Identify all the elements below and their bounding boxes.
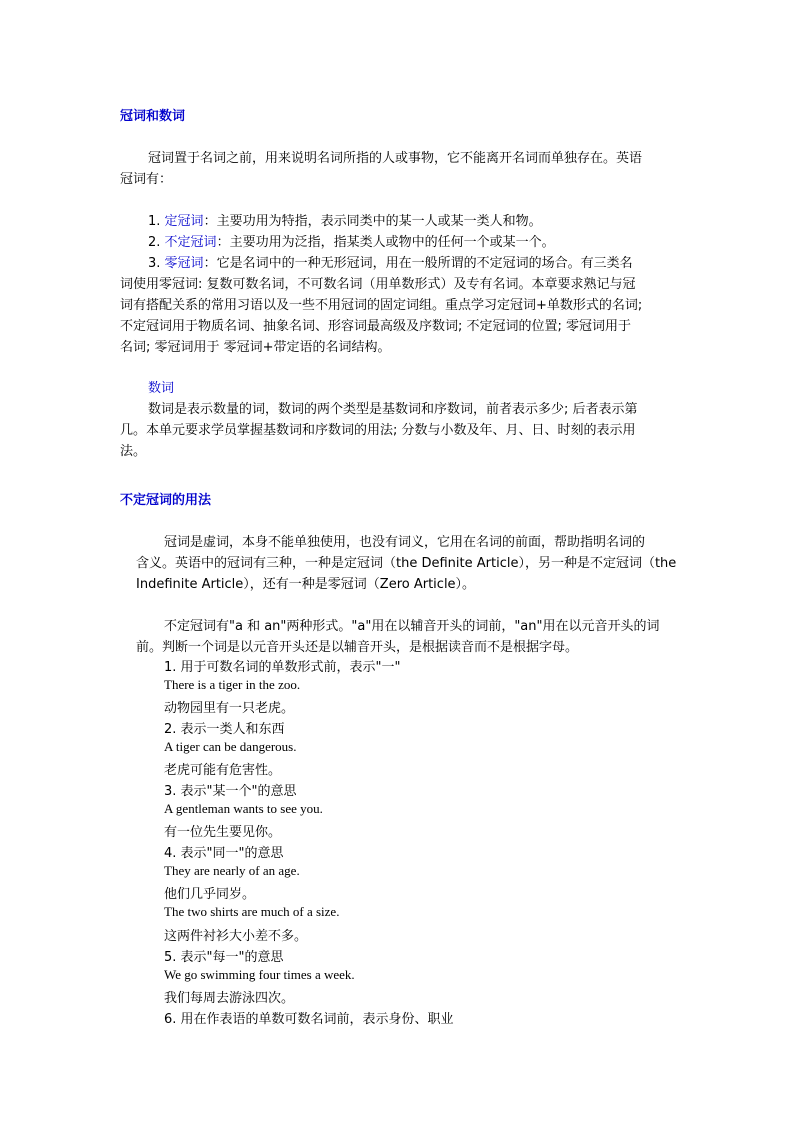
item-number: 1. — [148, 214, 161, 229]
item3-continuation-1: 词使用零冠词: 复数可数名词，不可数名词（用单数形式）及专有名词。本章要求熟记与冠 — [120, 277, 636, 292]
usage-example-en-4: They are nearly of an age. — [164, 863, 300, 878]
usage-example-zh-3: 有一位先生要见你。 — [164, 825, 282, 840]
para1-line-2: 含义。英语中的冠词有三种，一种是定冠词（the Definite Article），另一种是不定冠词（the — [136, 556, 677, 571]
item-text: ：主要功用为泛指，指某类人或物中的任何一个或某一个。 — [216, 235, 555, 250]
usage-example-zh-4b: 这两件衬衫大小差不多。 — [164, 929, 308, 944]
item3-continuation-3: 不定冠词用于物质名词、抽象名词、形容词最高级及序数词; 不定冠词的位置; 零冠词用于 — [120, 319, 632, 334]
para2-line-1: 不定冠词有"a 和 an"两种形式。"a"用在以辅音开头的词前，"an"用在以元音开头的词 — [164, 619, 660, 634]
intro-line-1: 冠词置于名词之前，用来说明名词所指的人或事物，它不能离开名词而单独存在。英语 — [148, 151, 643, 166]
usage-heading-4: 4. 表示"同一"的意思 — [164, 846, 284, 861]
usage-example-en-1: There is a tiger in the zoo. — [164, 677, 301, 692]
item3-continuation-2: 词有搭配关系的常用习语以及一些不用冠词的固定词组。重点学习定冠词+单数形式的名词; — [120, 298, 643, 313]
usage-example-zh-1: 动物园里有一只老虎。 — [164, 701, 295, 716]
item-number: 3. — [148, 256, 161, 271]
usage-heading-6: 6. 用在作表语的单数可数名词前，表示身份、职业 — [164, 1012, 454, 1027]
usage-heading-1: 1. 用于可数名词的单数形式前，表示"一" — [164, 660, 401, 675]
item3-continuation-4: 名词; 零冠词用于 零冠词+带定语的名词结构。 — [120, 340, 391, 355]
article-item-indefinite — [148, 231, 555, 250]
numerals-line-1: 数词是表示数量的词，数词的两个类型是基数词和序数词，前者表示多少; 后者表示第 — [148, 402, 638, 417]
para1-line-3: Indefinite Article），还有一种是零冠词（Zero Article）。 — [136, 577, 476, 592]
numerals-line-3: 法。 — [120, 444, 147, 459]
usage-heading-2: 2. 表示一类人和东西 — [164, 722, 285, 737]
item-text: ：主要功用为特指，表示同类中的某一人或某一类人和物。 — [203, 214, 542, 229]
usage-example-zh-2: 老虎可能有危害性。 — [164, 763, 282, 778]
usage-example-zh-5: 我们每周去游泳四次。 — [164, 991, 295, 1006]
usage-example-en-5: We go swimming four times a week. — [164, 967, 355, 982]
item-term: 定冠词 — [164, 214, 204, 229]
usage-example-en-3: A gentleman wants to see you. — [164, 801, 323, 816]
numerals-line-2: 几。本单元要求学员掌握基数词和序数词的用法; 分数与小数及年、月、日、时刻的表示用 — [120, 423, 636, 438]
item-number: 2. — [148, 235, 161, 250]
numerals-label: 数词 — [148, 381, 175, 396]
section-title-articles-numerals: 冠词和数词 — [120, 109, 186, 124]
para1-line-1: 冠词是虚词，本身不能单独使用，也没有词义，它用在名词的前面，帮助指明名词的 — [164, 535, 646, 550]
usage-heading-3: 3. 表示"某一个"的意思 — [164, 784, 297, 799]
usage-example-en-4b: The two shirts are much of a size. — [164, 904, 340, 919]
usage-example-en-2: A tiger can be dangerous. — [164, 739, 297, 754]
item-text: ：它是名词中的一种无形冠词，用在一般所谓的不定冠词的场合。有三类名 — [203, 256, 633, 271]
item-term: 不定冠词 — [164, 235, 217, 250]
para2-line-2: 前。判断一个词是以元音开头还是以辅音开头，是根据读音而不是根据字母。 — [136, 640, 579, 655]
article-item-zero — [148, 252, 633, 271]
intro-line-2: 冠词有： — [120, 172, 173, 187]
usage-example-zh-4: 他们几乎同岁。 — [164, 887, 256, 902]
section-title-indefinite-article: 不定冠词的用法 — [120, 493, 212, 508]
article-item-definite — [148, 210, 542, 229]
usage-heading-5: 5. 表示"每一"的意思 — [164, 950, 284, 965]
item-term: 零冠词 — [164, 256, 204, 271]
